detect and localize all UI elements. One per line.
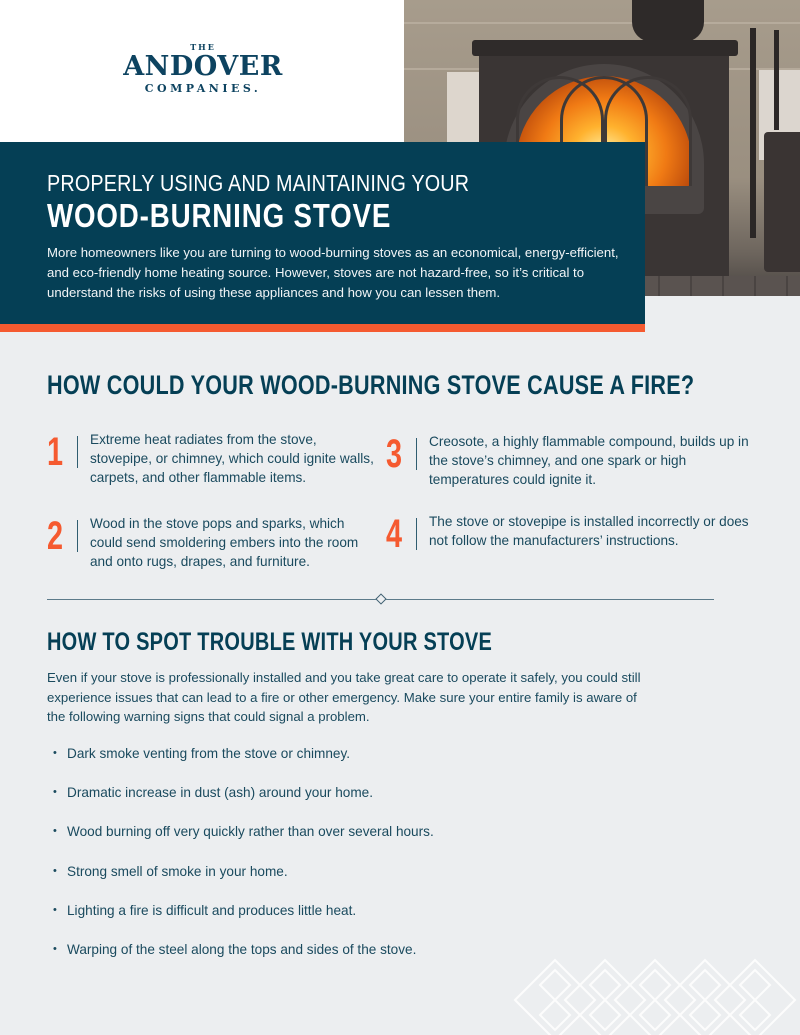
cause-text: Extreme heat radiates from the stove, stovepipe, or chimney, which could ignite walls, carpets, and other flammable items. <box>90 432 374 485</box>
cause-divider <box>77 520 78 552</box>
hero-kicker: PROPERLY USING AND MAINTAINING YOUR <box>47 170 470 196</box>
diamond-icon <box>375 593 386 604</box>
cause-item <box>386 512 759 556</box>
bullet-icon: • <box>53 942 57 955</box>
cause-text: Creosote, a highly flammable compound, builds up in the stove’s chimney, and one spark or high temperatures could ignite it. <box>429 434 749 487</box>
cause-item <box>386 432 759 489</box>
kettle-shape <box>632 0 704 42</box>
diamond-pattern-decoration <box>510 955 800 1035</box>
fire-tools <box>750 28 756 238</box>
trouble-heading: HOW TO SPOT TROUBLE WITH YOUR STOVE <box>47 628 493 656</box>
list-item <box>53 783 434 822</box>
cause-item <box>47 514 380 571</box>
cause-number: 3 <box>386 432 403 476</box>
cause-item <box>47 430 380 487</box>
list-item <box>53 901 434 940</box>
sign-text: Lighting a fire is difficult and produces little heat. <box>67 902 357 918</box>
accent-stripe <box>0 324 645 332</box>
stove-top <box>472 40 738 56</box>
cause-divider <box>416 518 417 550</box>
ash-bucket <box>764 132 800 272</box>
trouble-intro: Even if your stove is professionally installed and you take great care to operate it safely, you could still experience issues that can lead to a fire or other emergency. Make sure your entire family is aware of the following warning signs that could signal a problem. <box>47 670 641 724</box>
bullet-icon: • <box>53 903 57 916</box>
list-item <box>53 744 434 783</box>
sign-text: Strong smell of smoke in your home. <box>67 863 288 879</box>
andover-logo <box>108 42 298 96</box>
bullet-icon: • <box>53 825 57 838</box>
cause-number: 4 <box>386 512 403 556</box>
cause-divider <box>416 438 417 470</box>
logo-companies: COMPANIES. <box>144 82 262 95</box>
sign-text: Dramatic increase in dust (ash) around your home. <box>67 785 373 801</box>
bullet-icon: • <box>53 747 57 759</box>
logo-name: ANDOVER <box>123 51 283 82</box>
cause-number: 2 <box>47 514 64 558</box>
sign-text: Wood burning off very quickly rather than over several hours. <box>67 824 434 840</box>
cause-divider <box>77 436 78 468</box>
wall-line <box>404 22 800 24</box>
list-item <box>53 940 434 979</box>
bullet-icon: • <box>53 864 57 877</box>
cause-text: The stove or stovepipe is installed incorrectly or does not follow the manufacturers’ instructions. <box>429 514 749 548</box>
fire-tools <box>774 30 779 130</box>
logo-the: THE <box>190 42 216 52</box>
hero-intro: More homeowners like you are turning to wood-burning stoves as an economical, energy-efficient, and eco-friendly home heating source. However, stoves are not hazard-free, so it’s critical to understand the risks of using these appliances and how you can lessen them. <box>47 245 619 300</box>
bullet-icon: • <box>53 786 57 799</box>
causes-heading: HOW COULD YOUR WOOD-BURNING STOVE CAUSE A FIRE? <box>47 370 695 400</box>
section-divider <box>47 599 714 600</box>
cause-number: 1 <box>47 430 64 474</box>
warning-signs-list <box>53 744 434 979</box>
cause-text: Wood in the stove pops and sparks, which could send smoldering embers into the room and onto rugs, drapes, and furniture. <box>90 516 359 569</box>
list-item <box>53 822 434 861</box>
sign-text: Dark smoke venting from the stove or chimney. <box>67 746 351 761</box>
hero-panel <box>0 142 645 324</box>
sign-text: Warping of the steel along the tops and sides of the stove. <box>67 941 417 957</box>
hero-title: WOOD-BURNING STOVE <box>47 197 392 234</box>
list-item <box>53 862 434 901</box>
